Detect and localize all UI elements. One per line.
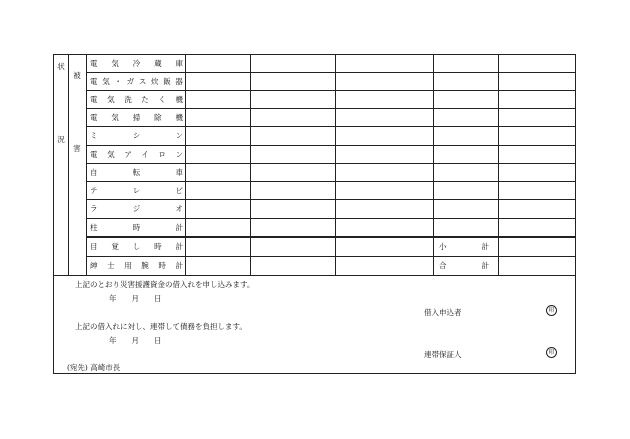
row-line xyxy=(86,108,576,109)
damage-item-char: 計 xyxy=(175,241,183,251)
damage-item-label xyxy=(90,130,183,140)
addressee: (宛先) 高崎市長 xyxy=(67,363,121,372)
damage-item-char: 覚 xyxy=(111,241,119,251)
guarantor-seal-icon: 印 xyxy=(546,347,557,358)
total-char-2: 計 xyxy=(481,261,489,270)
row-line xyxy=(86,236,576,238)
damage-item-label xyxy=(90,203,183,213)
damage-item-char: 気 xyxy=(107,149,115,159)
damage-item-char: 計 xyxy=(175,222,183,232)
damage-item-char: ガ xyxy=(126,76,135,86)
damage-item-char: 電 xyxy=(90,149,98,159)
damage-item-char: オ xyxy=(175,203,183,213)
damage-item-char: テ xyxy=(90,185,98,195)
damage-item-char: ロ xyxy=(158,149,166,159)
damage-item-char: し xyxy=(132,241,141,251)
damage-item-char: 時 xyxy=(154,241,162,251)
damage-item-char: 気 xyxy=(111,112,119,122)
damage-item-char: 電 xyxy=(90,94,98,104)
damage-item-char: 紳 xyxy=(90,260,98,270)
table-bottom-line xyxy=(53,275,576,276)
date-line-2: 年 月 日 xyxy=(109,336,162,345)
damage-item-char: 計 xyxy=(175,260,183,270)
damage-item-char: 器 xyxy=(175,76,183,86)
application-text: 上記のとおり災害援護資金の借入れを申し込みます。 xyxy=(75,280,255,289)
damage-item-label xyxy=(90,112,183,122)
date-line-1: 年 月 日 xyxy=(109,294,162,303)
damage-item-char: 掃 xyxy=(132,112,141,122)
row-line xyxy=(86,256,576,257)
damage-item-char: 機 xyxy=(175,94,183,104)
damage-label-top: 被 xyxy=(73,71,81,80)
damage-item-label xyxy=(90,149,183,159)
damage-item-label xyxy=(90,222,183,232)
damage-item-label xyxy=(90,185,183,195)
damage-item-char: ン xyxy=(175,130,183,140)
damage-item-char: 時 xyxy=(132,222,141,232)
damage-item-label xyxy=(90,58,183,68)
status-label-top: 状 xyxy=(57,62,65,71)
damage-item-char: ミ xyxy=(90,130,98,140)
damage-item-char: 時 xyxy=(158,260,166,270)
damage-item-char: 腕 xyxy=(141,260,149,270)
total-char-1: 合 xyxy=(439,261,447,270)
damage-item-char: 目 xyxy=(90,241,98,251)
damage-item-char: ス xyxy=(138,76,147,86)
damage-item-char: ラ xyxy=(90,203,98,213)
damage-item-char: ア xyxy=(124,149,132,159)
subtotal-label xyxy=(439,241,489,252)
borrower-label: 借入申込者 xyxy=(424,308,462,317)
damage-item-char: 電 xyxy=(90,112,98,122)
damage-item-char: 柱 xyxy=(90,222,98,232)
damage-item-char: 炊 xyxy=(151,76,159,86)
damage-item-char: 冷 xyxy=(132,58,141,68)
total-label xyxy=(439,260,489,271)
damage-item-char: 機 xyxy=(175,112,183,122)
row-line xyxy=(86,90,576,91)
damage-item-char: イ xyxy=(141,149,149,159)
damage-item-char: 庫 xyxy=(175,58,183,68)
damage-item-char: 自 xyxy=(90,167,98,177)
damage-item-char: 気 xyxy=(102,76,110,86)
damage-item-char: 転 xyxy=(132,167,141,177)
damage-item-label xyxy=(90,260,183,270)
row-line xyxy=(86,218,576,219)
damage-item-char: 飯 xyxy=(163,76,171,86)
col-divider-2 xyxy=(86,54,87,275)
damage-item-label xyxy=(90,76,183,86)
row-line xyxy=(86,72,576,73)
damage-item-char: シ xyxy=(132,130,141,140)
damage-item-char: 士 xyxy=(107,260,115,270)
damage-item-char: 電 xyxy=(90,58,98,68)
col-divider-4 xyxy=(250,54,251,275)
subtotal-char-1: 小 xyxy=(439,242,447,251)
damage-item-char: 用 xyxy=(124,260,132,270)
damage-item-char: 車 xyxy=(175,167,183,177)
damage-item-char: 電 xyxy=(90,76,98,86)
damage-item-label xyxy=(90,241,183,251)
col-divider-1 xyxy=(68,54,69,275)
damage-item-char: ン xyxy=(175,149,183,159)
col-divider-3 xyxy=(185,54,186,275)
row-line xyxy=(86,181,576,182)
damage-item-char: 気 xyxy=(107,94,115,104)
damage-item-char: ジ xyxy=(132,203,141,213)
guarantee-text: 上記の借入れに対し、連帯して債務を負担します。 xyxy=(75,322,247,331)
row-line xyxy=(86,145,576,146)
damage-item-char: た xyxy=(141,94,149,104)
status-label-bottom: 況 xyxy=(57,135,65,144)
col-divider-7 xyxy=(498,54,499,275)
col-divider-5 xyxy=(335,54,336,275)
damage-item-label xyxy=(90,94,183,104)
damage-label-bottom: 害 xyxy=(73,144,81,153)
damage-item-char: 除 xyxy=(154,112,162,122)
damage-item-char: 気 xyxy=(111,58,119,68)
row-line xyxy=(86,199,576,200)
damage-item-char: 洗 xyxy=(124,94,132,104)
damage-item-char: ビ xyxy=(175,185,183,195)
borrower-seal-icon: 印 xyxy=(546,305,557,316)
row-line xyxy=(86,163,576,164)
row-line xyxy=(86,126,576,127)
damage-item-char: く xyxy=(158,94,166,104)
guarantor-label: 連帯保証人 xyxy=(424,350,462,359)
damage-item-char: 蔵 xyxy=(154,58,162,68)
damage-item-char: ・ xyxy=(114,76,122,86)
damage-item-label xyxy=(90,167,183,177)
damage-item-char: レ xyxy=(132,185,141,195)
col-divider-6 xyxy=(433,54,434,275)
subtotal-char-2: 計 xyxy=(481,242,489,251)
